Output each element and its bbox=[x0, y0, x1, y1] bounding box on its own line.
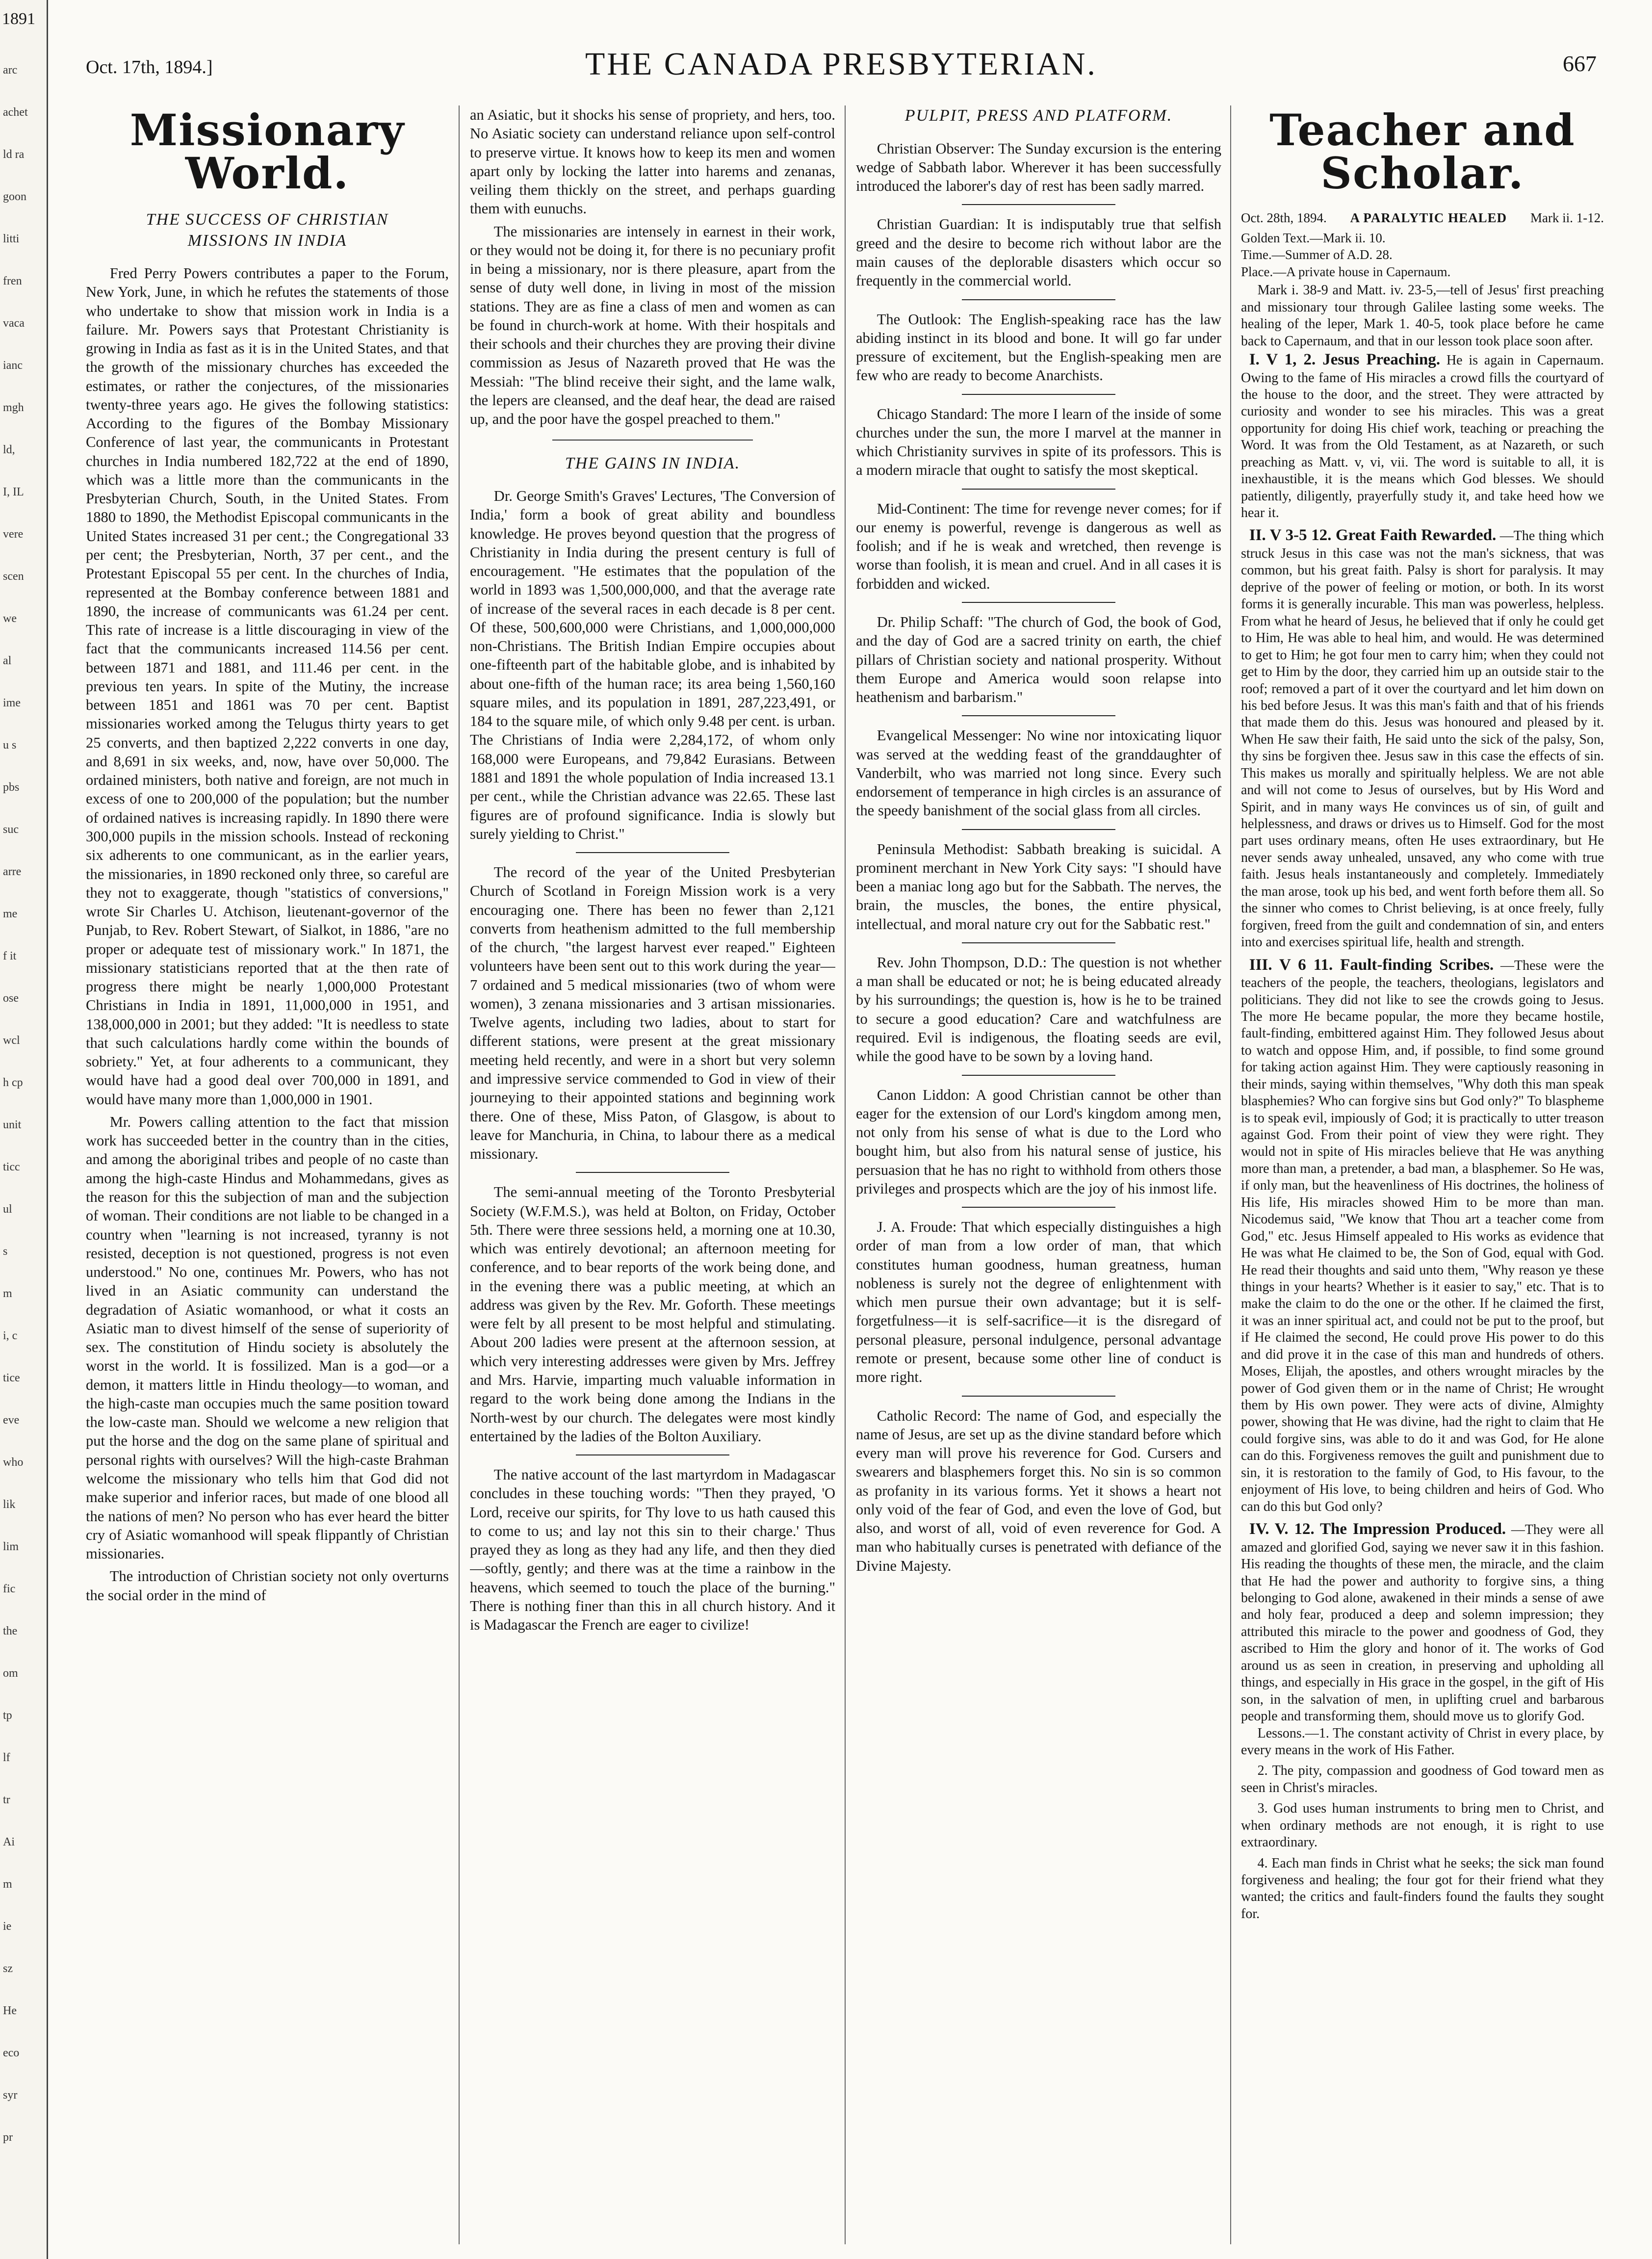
press-quote: J. A. Froude: That which especially distinguishes a high order of man from a low order of man, that which constitutes human goodness, human greatness, human nobleness is surely not the degree of enlightenment with which men pursue their own advantage; but it is self-forgetfulness—it is self-sacrifice—it is the disregard of personal pleasure, personal indulgence, personal advantage remote or present, because some other line of conduct is more right. bbox=[856, 1219, 1221, 1386]
margin-fragment: arc bbox=[3, 64, 18, 77]
section-divider bbox=[576, 1454, 729, 1455]
golden-text: Golden Text.—Mark ii. 10. bbox=[1241, 230, 1386, 245]
pulpit-items bbox=[856, 139, 1221, 1575]
press-quote: Canon Liddon: A good Christian cannot be other than eager for the extension of our Lord's kingdom among men, not only from his sense of what is due to the Lord who bought him, but also from his natural sense of justice, his persuasion that he has no right to withhold from others those privileges and prospects which are the joy of his inmost life. bbox=[856, 1086, 1221, 1197]
lesson-title: A PARALYTIC HEALED bbox=[1350, 210, 1507, 225]
press-quote: Evangelical Messenger: No wine nor intoxicating liquor was served at the wedding feast of the granddaughter of Vanderbilt, who was married not long since. Every such endorsement of temperance in high circles is an assurance of the speedy banishment of the social glass from all circles. bbox=[856, 727, 1221, 819]
margin-fragment: tr bbox=[3, 1793, 10, 1806]
section-divider bbox=[962, 1075, 1115, 1076]
margin-fragment: fren bbox=[3, 275, 22, 287]
margin-fragment: pbs bbox=[3, 781, 20, 794]
margin-fragment: ticc bbox=[3, 1161, 20, 1173]
column-pulpit bbox=[856, 105, 1221, 2230]
margin-fragment: s bbox=[3, 1245, 8, 1258]
article-paragraph: The missionaries are intensely in earnest in their work, or they would not be doing it, for there is no pecuniary profit in being a missionary, nor is there pleasure, apart from the sense of duty well done, in living in most of the mission stations. They are as fine a class of men and women as can be found in church-work at home. With their hospitals and their schools and their churches they are proving their divine commission as Jesus of Nazareth proved that He was the Messiah: "The blind receive their sight, and the lame walk, the lepers are cleansed, and the deaf hear, the dead are raised up, and the poor have the gospel preached to them." bbox=[470, 223, 835, 428]
margin-fragment: eve bbox=[3, 1414, 20, 1427]
press-quote: Rev. John Thompson, D.D.: The question is not whether a man shall be educated or not; he is being educated already by his surroundings; the question is, how is he to be trained to secure a good education? Care and watchfulness are required. Evil is indigenous, the floating seeds are evil, while the good have to be sown by a loving hand. bbox=[856, 954, 1221, 1065]
lesson-section bbox=[1241, 525, 1604, 951]
margin-fragment: m bbox=[3, 1287, 12, 1300]
lesson-section bbox=[1241, 955, 1604, 1516]
lesson-section bbox=[1241, 1519, 1604, 1725]
teacher-masthead: Teacher and Scholar. bbox=[1269, 105, 1575, 199]
margin-fragment: the bbox=[3, 1625, 18, 1637]
lesson-section-heading: I. V 1, 2. Jesus Preaching. bbox=[1249, 350, 1441, 368]
section-divider bbox=[576, 852, 729, 853]
section-divider bbox=[962, 299, 1115, 300]
lesson-reference: Mark ii. 1-12. bbox=[1530, 210, 1604, 225]
column-rule bbox=[459, 105, 460, 2244]
margin-fragment: u s bbox=[3, 739, 17, 752]
column-gains bbox=[470, 105, 835, 2230]
lesson-section-text: —These were the teachers of the people, the teachers, theologians, legislators and politicians. They did not like to see the crowds going to Jesus. The more He became popular, the more they became hostile, fault-finding, embittered against Him. They followed Jesus about to watch and oppose Him, and, if possible, to find some ground for taking action against Him. They were captiously reasoning in their minds, saying within themselves, "Why doth this man speak blasphemies? Who can forgive sins but God only?" To blaspheme is to speak evil, impiously of God; it is practically to utter treason against God. From their point of view they were right. They would not in spite of His miracles believe that He was anything more than man, a pretender, a bad man, a blasphemer. So He was, if only man, but the heavenliness of His doctrines, the holiness of His life, His miracles showed Him to be more than man. Nicodemus said, "We know that Thou art a teacher come from God," etc. Jesus Himself appealed to His works as evidence that He was what He claimed to be, the Son of God, equal with God. He read their thoughts and said unto them, "Why reason ye these things in your hearts? Whether is it easier to say," etc. That is to make the claim to do the one or the other. If he claimed the first, it was an inner spiritual act, and could not be put to the proof, but if He claimed the second, He could prove His power to do this and did prove it in the case of this man and hundreds of others. Moses, Elijah, the apostles, and others wrought miracles by the power of God given them or in the name of Christ; He wrought them by His own power. They were acts of divine, Almighty power, showing that He was divine, had the right to claim that He could forgive sins, was able to do it and was God, for He alone can do this. Forgiveness removes the guilt and punishment due to sin, it is restoration to the family of God, to His favour, to the enjoyment of His love, to being children and heirs of God. Who can do this but God only? bbox=[1241, 958, 1604, 1514]
margin-fragment: ld, bbox=[3, 443, 15, 456]
article-paragraph: The record of the year of the United Presbyterian Church of Scotland in Foreign Mission work is a very encouraging one. There has been no fewer than 2,121 converts from heathenism admitted to the full membership of the church, "the largest harvest ever reaped." Eighteen volunteers have been sent out to this work during the year—7 ordained and 5 medical missionaries (two of whom were women), 3 zenana missionaries and 3 artisan missionaries. Twelve agents, including two ladies, about to start for different stations, were present at the great missionary meeting held recently, and were in a short but very solemn and impressive service commended to God in view of their journeying to their appointed stations and beginning work there. One of these, Miss Paton, of Glasgow, is about to leave for Manchuria, in China, to labour there as a medical missionary. bbox=[470, 864, 835, 1163]
margin-fragment: ianc bbox=[3, 359, 23, 372]
gains-heading: THE GAINS IN INDIA. bbox=[565, 454, 741, 472]
margin-fragment: f it bbox=[3, 950, 17, 962]
lesson-point: 4. Each man finds in Christ what he seeks; the sick man found forgiveness and healing; the four got for their friend what they wanted; the critics and fault-finders found the faults they sought for. bbox=[1241, 1855, 1604, 1921]
lesson-time: Time.—Summer of A.D. 28. bbox=[1241, 247, 1393, 262]
lesson-section-text: —They were all amazed and glorified God, saying we never saw it in this fashion. His reading the thoughts of these men, the miracle, and the claim that He had the power and authority to forgive sins, a thing belonging to God alone, awakened in their minds a sense of awe and holy fear, produced a deep and solemn impression; they attributed this miracle to the power and goodness of God, they ascribed to Him the glory and honor of it. The works of God around us as seen in creation, in preserving and upholding all things, and especially in His grace in the gospel, in the gift of His son, in the salvation of men, in uplifting cruel and barbarous people and transforming them, should move us to glorify God. bbox=[1241, 1522, 1604, 1724]
margin-fragment: ul bbox=[3, 1203, 12, 1216]
article-paragraph: The introduction of Christian society not only overturns the social order in the mind of bbox=[86, 1568, 449, 1604]
lesson-place: Place.—A private house in Capernaum. bbox=[1241, 264, 1451, 279]
section-divider bbox=[962, 715, 1115, 716]
page-header bbox=[86, 42, 1597, 86]
margin-fragment: goon bbox=[3, 190, 26, 203]
missionary-masthead: Missionary World. bbox=[129, 105, 405, 199]
margin-fragment: h cp bbox=[3, 1076, 23, 1089]
header-date: Oct. 17th, 1894.] bbox=[86, 57, 213, 78]
margin-fragment: lim bbox=[3, 1540, 19, 1553]
lesson-date: Oct. 28th, 1894. bbox=[1241, 210, 1327, 225]
margin-fragment: Ai bbox=[3, 1836, 15, 1848]
press-quote: Peninsula Methodist: Sabbath breaking is suicidal. A prominent merchant in New York City says: "I should have been a maniac long ago but for the Sabbath. The nerves, the brain, the muscles, the bones, the entire physical, intellectual, and moral nature cry out for the Sabbatic rest." bbox=[856, 840, 1221, 933]
pulpit-heading: PULPIT, PRESS AND PLATFORM. bbox=[904, 106, 1173, 125]
article-paragraph: The semi-annual meeting of the Toronto Presbyterial Society (W.F.M.S.), was held at Bolton, on Friday, October 5th. There were three sessions held, a morning one at 10.30, which was entirely devotional; an afternoon meeting for conference, and to bear reports of the work being done, and in the evening there was a public meeting, at which an address was given by the Rev. Mr. Goforth. These meetings were felt by all present to be most helpful and stimulating. About 200 ladies were present at the afternoon session, at which very interesting addresses were given by Mrs. Jeffrey and Mrs. Harvie, imparting much valuable information in regard to the work being done among the Indians in the North-west by our church. The delegates were most kindly entertained by the ladies of the Bolton Auxiliary. bbox=[470, 1184, 835, 1445]
section-divider bbox=[576, 1172, 729, 1173]
margin-fragment: vere bbox=[3, 528, 24, 541]
section-divider bbox=[962, 829, 1115, 830]
article-paragraph: Dr. George Smith's Graves' Lectures, 'The Conversion of India,' form a book of great ability and boundless knowledge. He proves beyond question that the progress of Christianity in India during the present century is full of encouragement. "He estimates that the population of the world in 1893 was 1,500,000,000, and that the average rate of increase of the several races in each decade is 8 per cent. Of these, 500,600,000 were Christians, and 1,000,000,000 non-Christians. The British Indian Empire occupies about one-fifteenth part of the habitable globe, and is inhabited by about one-fifth of the human race; its area being 1,560,160 square miles, and its population in 1891, 287,223,491, or 184 to the square mile, of which only 9.48 per cent. is urban. The Christians of India were 2,284,172, of whom only 168,000 were Europeans, and 79,842 Eurasians. Between 1881 and 1891 the whole population of India increased 13.1 per cent., while the Christian advance was 22.65. These last figures are of profound significance. India is slowly but surely yielding to Christ." bbox=[470, 488, 835, 842]
press-quote: Chicago Standard: The more I learn of the inside of some churches under the sun, the more I marvel at the manner in which Christianity survives in spite of its professors. This is a modern miracle that ought to satisfy the most skeptical. bbox=[856, 405, 1221, 479]
lesson-section-heading: III. V 6 11. Fault-finding Scribes. bbox=[1249, 956, 1494, 974]
press-quote: The Outlook: The English-speaking race has the law abiding instinct in its blood and bone. It will go far under pressure of excitement, but the English-speaking men are few who are ready to become Anarchists. bbox=[856, 311, 1221, 384]
section-divider bbox=[962, 489, 1115, 490]
margin-fragment: me bbox=[3, 908, 18, 920]
margin-fragment: He bbox=[3, 2004, 17, 2017]
margin-fragment: i, c bbox=[3, 1329, 18, 1342]
column-teacher bbox=[1241, 105, 1604, 2230]
margin-fragment: pr bbox=[3, 2131, 13, 2144]
article-paragraph: an Asiatic, but it shocks his sense of propriety, and hers, too. No Asiatic society can understand reliance upon self-control to preserve virtue. It knows how to keep its men and women apart only by locking the latter into harems and zenanas, veiling them thickly on the street, and perhaps guarding them with eunuchs. bbox=[470, 106, 835, 217]
margin-fragment: mgh bbox=[3, 401, 24, 414]
lesson-point: Lessons.—1. The constant activity of Christ in every place, by every means in the work of His Father. bbox=[1241, 1725, 1604, 1758]
article-paragraph: Mr. Powers calling attention to the fact that mission work has succeeded better in the country than in the cities, and among the aboriginal tribes and people of no caste than among the high-caste Hindus and Mohammedans, gives as the reason for this the subjection of man and the subjection of woman. Their conditions are not liable to be changed in a country when "learning is not increased, tyranny is not resisted, deception is not questioned, progress is not even understood." No one, continues Mr. Powers, who has not lived in an Asiatic community can understand the degradation of Asiatic womanhood, or what it costs an Asiatic man to divest himself of the sense of superiority of sex. The constitution of Hindu society is absolutely the worst in the world. It is fossilized. Man is a god—or a demon, it matters little in Hindu theology—to woman, and the high-caste man occupies much the same position toward the low-caste man. Should we welcome a new religion that put the horse and the dog on the same plane of spiritual and personal rights with ourselves? Will the high-caste Brahman welcome the missionary who tells him that God did not make superior and inferior races, but made of one blood all the nations of men? No person who has ever heard the bitter cry of Asiatic womanhood will speak flippantly of Christian missionaries. bbox=[86, 1113, 449, 1562]
press-quote: Christian Observer: The Sunday excursion is the entering wedge of Sabbath labor. Wherever it has been successfully introduced the laborer's day of rest has been sadly marred. bbox=[856, 140, 1221, 195]
margin-fragment: tp bbox=[3, 1709, 12, 1722]
margin-fragment: ie bbox=[3, 1920, 12, 1933]
section-divider bbox=[962, 204, 1115, 205]
lesson-meta bbox=[1241, 209, 1604, 280]
margin-fragment: I, IL bbox=[3, 486, 24, 498]
margin-fragment: who bbox=[3, 1456, 24, 1469]
margin-fragment: al bbox=[3, 654, 12, 667]
lesson-summary bbox=[1241, 1725, 1604, 1923]
margin-fragment: litti bbox=[3, 233, 20, 245]
margin-fragment: sz bbox=[3, 1962, 13, 1975]
margin-fragment: tice bbox=[3, 1372, 20, 1384]
margin-fragment: eco bbox=[3, 2047, 20, 2059]
margin-fragment: m bbox=[3, 1878, 12, 1891]
lesson-point: 2. The pity, compassion and goodness of God toward men as seen in Christ's miracles. bbox=[1241, 1763, 1604, 1795]
margin-fragment: vaca bbox=[3, 317, 25, 330]
margin-fragment: wcl bbox=[3, 1034, 20, 1047]
column-rule bbox=[1230, 105, 1231, 2244]
article-paragraph: The native account of the last martyrdom in Madagascar concludes in these touching words: "Then they prayed, 'O Lord, receive our spirits, for Thy love to us hath caused this to come to us; and lay not this sin to their charge.' Thus prayed they as long as they had any life, and then they died—softly, gently; and there was at the time a rainbow in the heavens, which seemed to touch the place of the burning." There is nothing finer than this in all church history. And it is Madagascar the French are eager to civilize! bbox=[470, 1466, 835, 1634]
header-title: THE CANADA PRESBYTERIAN. bbox=[585, 46, 1097, 82]
margin-fragment: ld ra bbox=[3, 148, 25, 161]
margin-fragment: achet bbox=[3, 106, 28, 119]
lesson-section-text: He is again in Capernaum. Owing to the fame of His miracles a crowd fills the courtyard of the house to the door, and the street. They were attracted by curiosity and wonder to see his miracles. This was a great opportunity for doing His chief work, teaching or preaching the Word. It was from the Old Testament, as at Nazareth, or such preaching as Matt. v, vi, vii. The word is suitable to all, it is inexhaustible, it is the means which God blesses. We should patiently, diligently, prayerfully study it, and take heed how we hear it. bbox=[1241, 352, 1604, 521]
press-quote: Mid-Continent: The time for revenge never comes; for if our enemy is powerful, revenge is dangerous as well as foolish; and if he is weak and wretched, then revenge is worse than foolish, it is mean and cruel. And in all cases it is forbidden and wicked. bbox=[856, 500, 1221, 592]
section-divider bbox=[552, 440, 753, 441]
section-divider bbox=[962, 1207, 1115, 1208]
margin-strip bbox=[0, 0, 48, 2259]
press-quote: Dr. Philip Schaff: "The church of God, the book of God, and the day of God are a sacred trinity on earth, the chief pillars of Christian society and national prosperity. Without them Europe and America would soon relapse into heathenism and barbarism." bbox=[856, 613, 1221, 706]
lesson-section bbox=[1241, 350, 1604, 522]
lesson-intro: Mark i. 38-9 and Matt. iv. 23-5,—tell of Jesus' first preaching and missionary tour through Galilee lasting some weeks. The healing of the leper, Mark 1. 40-5, took place before he came back to Capernaum, and that in our lesson took place soon after. bbox=[1241, 283, 1604, 349]
margin-fragment: syr bbox=[3, 2089, 18, 2102]
press-quote: Christian Guardian: It is indisputably true that selfish greed and the desire to become rich without labor are the main causes of the deplorable disasters which occur so frequently in the commercial world. bbox=[856, 216, 1221, 289]
lesson-section-heading: II. V 3-5 12. Great Faith Rewarded. bbox=[1249, 526, 1497, 545]
page-number: 667 bbox=[1563, 51, 1597, 76]
section-divider bbox=[962, 942, 1115, 943]
lesson-section-text: —The thing which struck Jesus in this case was not the man's sickness, that was common, but his great faith. Palsy is short for paralysis. It may deprive of the power of feeling or motion, or both. In its worst forms it is generally incurable. This man was powerless, helpless. From what he heard of Jesus, he believed that if only he could get to Him, He was able to heal him, and would. He was determined to get to Him; he got four men to carry him; when they could not get to Him by the door, they carried him up an outside stair to the roof; removed a part of it over the courtyard and let him down on his bed before Jesus. It was this man's faith and that of his friends that made them do this. Jesus was honoured and pleased by it. When He saw their faith, He said unto the sick of the palsy, Son, thy sins be forgiven thee. Jesus saw in this case the effects of sin. This makes us morally and spiritually helpless. We are not able and will not come to Jesus of ourselves, but by His Word and Spirit, and in many ways He convinces us of sin, of guilt and helplessness, and draws or drives us to Himself. God for the most part uses ordinary means, often He uses extraordinary, but He never sends away unhealed, unsaved, any who come with true faith. Jesus heals instantaneously and completely. Immediately the man arose, took up his bed, and went forth before them all. So the sinner who comes to Christ believing, is at once freely, fully forgiven, freed from the guilt and condemnation of sin, and enters into and exercises spiritual life, health and strength. bbox=[1241, 528, 1604, 950]
press-quote: Catholic Record: The name of God, and especially the name of Jesus, are set up as the divine standard before which every man will prove his reverence for God. Cursers and swearers and blasphemers forget this. No sin is so common as profanity in its various forms. Yet it shows a heart not only void of the fear of God, and even the love of God, but also, and worst of all, void of even reverence for God. A man who habitually curses is penetrated with defiance of the Divine Majesty. bbox=[856, 1407, 1221, 1574]
lesson-sections bbox=[1241, 350, 1604, 1725]
margin-fragment: we bbox=[3, 612, 17, 625]
missionary-heading: THE SUCCESS OF CHRISTIAN MISSIONS IN INDIA bbox=[146, 210, 389, 250]
margin-fragment: lf bbox=[3, 1751, 10, 1764]
section-divider bbox=[962, 1396, 1115, 1397]
margin-fragment: unit bbox=[3, 1118, 22, 1131]
margin-fragment: scen bbox=[3, 570, 24, 583]
section-divider bbox=[962, 394, 1115, 395]
margin-year: 1891 bbox=[2, 10, 35, 28]
section-divider bbox=[962, 602, 1115, 603]
column-missionary bbox=[86, 105, 449, 2230]
lesson-section-heading: IV. V. 12. The Impression Produced. bbox=[1249, 1520, 1506, 1538]
margin-fragment: ose bbox=[3, 992, 19, 1005]
article-paragraph: Fred Perry Powers contributes a paper to the Forum, New York, June, in which he refutes the statements of those who undertake to show that mission work in India is a failure. Mr. Powers says that Protestant Christianity is growing in India as fast as it is in the United States, and that the growth of the missionary churches has exceeded the estimates, or rather the conjectures, of the missionaries twenty-three years ago. He gives the following statistics: According to the figures of the Bombay Missionary Conference of last year, the communicants in Protestant churches in India numbered 182,722 at the end of 1890, which was a little more than the communicants in the Presbyterian Church, South, in the United States. From 1880 to 1890, the Methodist Episcopal communicants in the United States increased 31 per cent.; the Congregational 33 per cent; the Presbyterian, North, 37 per cent., and the Protestant Episcopal 55 per cent. In the churches of India, represented at the Bombay conference between 1881 and 1890, the increase of communicants was 61.24 per cent. This rate of increase is a little discouraging in view of the fact that the communicants increased 114.56 per cent. between 1871 and 1881, and 111.46 per cent. in the previous ten years. In spite of the Mutiny, the increase between 1851 and 1861 was 70 per cent. Baptist missionaries worked among the Telugus thirty years to get 25 converts, and then baptized 2,222 converts in one day, and 8,691 in six weeks, and, now, have over 50,000. The ordained ministers, both native and foreign, are not much in excess of one to 200,000 of the population; but the number of ordained natives is increasing rapidly. In 1890 there were 300,000 pupils in the mission schools. Instead of reckoning six adherents to one communicant, as in the earlier years, the missionaries, in 1890 reckoned only three, so careful are they not to exaggerate, though "statistics of conversions," wrote Sir Charles U. Atchison, lieutenant-governor of the Punjab, to Rev. Robert Stewart, of Sialkot, in 1886, "are no proper or adequate test of missionary work." In 1871, the missionary statisticians reported that at the then rate of progress there might be nearly 1,000,000 Protestant Christians in India in 1891, 11,000,000 in 1951, and 138,000,000 in 2001; but they added: "It is needless to state that such calculations hardly come within the bounds of sobriety." Yet, at four adherents to a communicant, they would have had a good deal over 700,000 in 1891, and would have many more than 1,000,000 in 1901. bbox=[86, 265, 449, 1108]
margin-fragment: lik bbox=[3, 1498, 16, 1511]
lesson-point: 3. God uses human instruments to bring men to Christ, and when ordinary methods are not enough, it is right to use extraordinary. bbox=[1241, 1801, 1604, 1850]
margin-fragment: om bbox=[3, 1667, 18, 1680]
margin-fragment: arre bbox=[3, 865, 22, 878]
margin-fragment: ime bbox=[3, 697, 21, 709]
margin-fragment: suc bbox=[3, 823, 19, 836]
column-rule bbox=[845, 105, 846, 2244]
margin-fragment: fic bbox=[3, 1583, 16, 1595]
